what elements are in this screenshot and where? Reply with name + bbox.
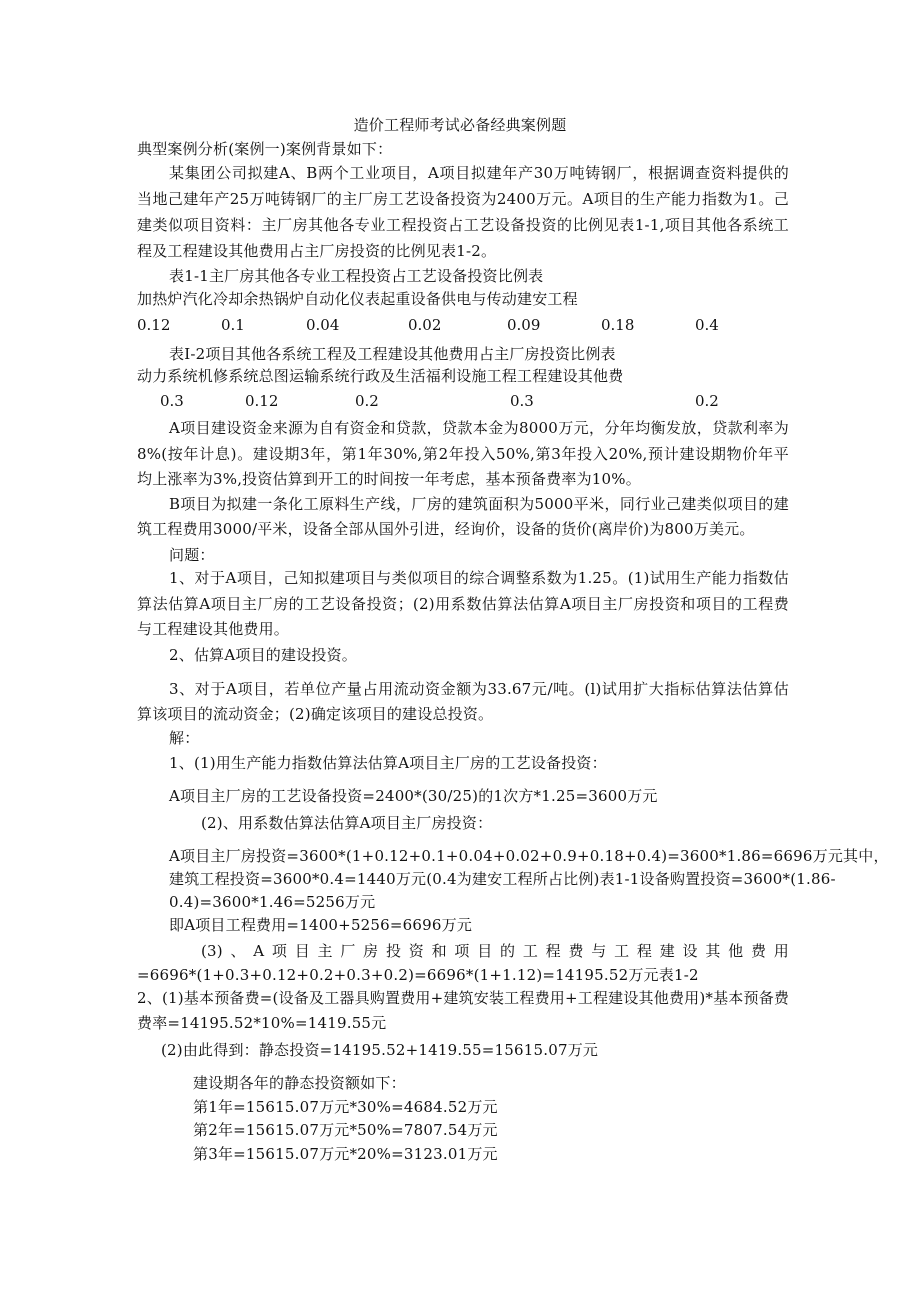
answer-line: (3)、A项目主厂房投资和项目的工程费与工程建设其他费用 [201, 942, 789, 960]
year-line: 第1年=15615.07万元*30%=4684.52万元 [193, 1098, 498, 1116]
answer-line: (2)、用系数估算法估算A项目主厂房投资： [201, 814, 493, 832]
table-caption: 表1-1主厂房其他各专业工程投资占工艺设备投资比例表 [169, 267, 544, 285]
document-title: 造价工程师考试必备经典案例题 [353, 116, 567, 134]
question-line: 与工程建设其他费用。 [137, 620, 290, 638]
table-header: 动力系统机修系统总图运输系统行政及生活福利设施工程工程建设其他费 [137, 367, 624, 385]
year-line: 第2年=15615.07万元*50%=7807.54万元 [193, 1121, 498, 1139]
answer-line: (2)由此得到：静态投资=14195.52+1419.55=15615.07万元 [161, 1041, 599, 1059]
answer-line: 即A项目工程费用=1400+5256=6696万元 [169, 916, 473, 934]
question-line: 算该项目的流动资金；(2)确定该项目的建设总投资。 [137, 705, 494, 723]
table-value: 0.02 [408, 316, 442, 334]
paragraph-line: 某集团公司拟建A、B两个工业项目，A项目拟建年产30万吨铸钢厂，根据调查资料提供的 [169, 164, 789, 182]
table-value: 0.12 [137, 316, 171, 334]
table-values-row [0, 315, 920, 335]
paragraph-line: 程及工程建设其他费用占主厂房投资的比例见表1-2。 [137, 242, 497, 260]
question-line: 1、对于A项目，己知拟建项目与类似项目的综合调整系数为1.25。(1)试用生产能力指数估 [169, 569, 789, 587]
answer-line: 0.4)=3600*1.46=5256万元 [169, 893, 376, 911]
table-value: 0.18 [601, 316, 635, 334]
question-line: 2、估算A项目的建设投资。 [169, 646, 357, 664]
answer-line: A项目主厂房投资=3600*(1+0.12+0.1+0.04+0.02+0.9+0.18+0.4)=3600*1.86=6696万元其中， [169, 847, 889, 865]
answer-line: 建设期各年的静态投资额如下： [193, 1074, 406, 1092]
table-value: 0.3 [160, 392, 184, 410]
paragraph-line: A项目建设资金来源为自有资金和贷款，贷款本金为8000万元，分年均衡发放，贷款利率为 [169, 419, 789, 437]
table-value: 0.2 [355, 392, 379, 410]
table-value: 0.09 [507, 316, 541, 334]
answer-line: 建筑工程投资=3600*0.4=1440万元(0.4为建安工程所占比例)表1-1设备购置投资=3600*(1.86- [169, 870, 836, 888]
paragraph-line: 8%(按年计息)。建设期3年，第1年30%,第2年投入50%,第3年投入20%,预计建设期物价年平 [137, 445, 789, 463]
table-value: 0.4 [695, 316, 719, 334]
table-value: 0.3 [510, 392, 534, 410]
answer-line: 1、(1)用生产能力指数估算法估算A项目主厂房的工艺设备投资： [169, 754, 607, 772]
table-caption: 表I-2项目其他各系统工程及工程建设其他费用占主厂房投资比例表 [169, 345, 616, 363]
year-line: 第3年=15615.07万元*20%=3123.01万元 [193, 1145, 498, 1163]
table-value: 0.04 [306, 316, 340, 334]
table-values-row [0, 391, 920, 411]
paragraph-line: 均上涨率为3%,投资估算到开工的时间按一年考虑，基本预备费率为10%。 [137, 470, 641, 488]
paragraph-line: 建类似项目资料：主厂房其他各专业工程投资占工艺设备投资的比例见表1-1,项目其他各系统工 [137, 216, 789, 234]
table-value: 0.1 [221, 316, 245, 334]
answer-line: A项目主厂房的工艺设备投资=2400*(30/25)的1次方*1.25=3600万元 [169, 787, 658, 805]
answer-label: 解： [169, 729, 200, 747]
answer-line: 2、(1)基本预备费=(设备及工器具购置费用+建筑安装工程费用+工程建设其他费用)*基本预备费 [137, 989, 790, 1007]
paragraph-line: 当地己建年产25万吨铸钢厂的主厂房工艺设备投资为2400万元。A项目的生产能力指数为1。己 [137, 190, 789, 208]
questions-label: 问题： [169, 546, 215, 564]
question-line: 算法估算A项目主厂房的工艺设备投资；(2)用系数估算法估算A项目主厂房投资和项目的工程费 [137, 595, 789, 613]
table-value: 0.2 [695, 392, 719, 410]
intro-line: 典型案例分析(案例一)案例背景如下： [137, 140, 393, 158]
answer-line: 费率=14195.52*10%=1419.55元 [137, 1014, 387, 1032]
answer-line: =6696*(1+0.3+0.12+0.2+0.3+0.2)=6696*(1+1.12)=14195.52万元表1-2 [137, 966, 699, 984]
paragraph-line: 筑工程费用3000/平米，设备全部从国外引进，经询价，设备的货价(离岸价)为800万美元。 [137, 520, 755, 538]
paragraph-line: B项目为拟建一条化工原料生产线，厂房的建筑面积为5000平米，同行业己建类似项目的建 [169, 495, 789, 513]
table-value: 0.12 [245, 392, 279, 410]
question-line: 3、对于A项目，若单位产量占用流动资金额为33.67元/吨。(l)试用扩大指标估算法估算估 [169, 680, 789, 698]
table-header: 加热炉汽化冷却余热锅炉自动化仪表起重设备供电与传动建安工程 [137, 290, 578, 308]
